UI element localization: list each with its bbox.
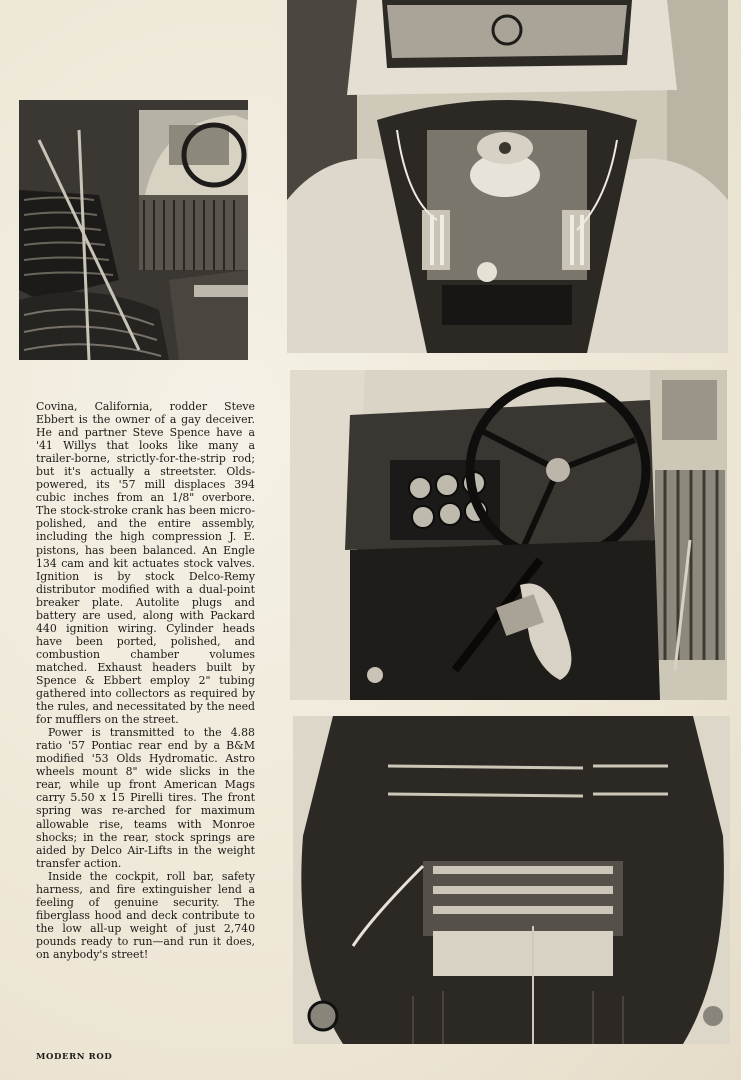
article-paragraph-3: Inside the cockpit, roll bar, safety harness, and fire extinguisher lend a feeling of genuine security. The fiberglass hood and deck contribute to the low all-up weight of just 2,740 pounds ready to run—and run it does, on anybody's street! [36, 869, 255, 961]
magazine-footer: MODERN ROD [36, 1052, 113, 1062]
article-paragraph-2: Power is transmitted to the 4.88 ratio '57 Pontiac rear end by a B&M modified '53 Olds Hydromatic. Astro wheels mount 8" wide slicks in the rear, while up front American Mags carry 5.50 x 15 Pirelli tires. The front spring was re-arched for maximum allowable rise, teams with Monroe shocks; in the rear, stock springs are aided by Delco Air-Lifts in the weight transfer action. [36, 726, 255, 870]
dashboard-photo [290, 370, 727, 700]
trunk-photo [293, 716, 730, 1044]
article-body [36, 400, 255, 961]
engine-bay-photo [287, 0, 728, 353]
seats-photo [19, 100, 248, 360]
article-paragraph-1: Covina, California, rodder Steve Ebbert is the owner of a gay deceiver. He and partner Steve Spence have a '41 Willys that looks like many a trailer-borne, strictly-for-the-strip rod; but it's actually a streetster. Olds-powered, its '57 mill displaces 394 cubic inches from an 1/8" overbore. The stock-stroke crank has been micro-polished, and the entire assembly, including the high compression J. E. pistons, has been balanced. An Engle 134 cam and kit actuates stock valves. Ignition is by stock Delco-Remy distributor modified with a dual-point breaker plate. Autolite plugs and battery are used, along with Packard 440 ignition wiring. Cylinder heads have been ported, polished, and combustion chamber volumes matched. Exhaust headers built by Spence & Ebbert employ 2" tubing gathered into collectors as required by the rules, and necessitated by the need for mufflers on the street. [36, 400, 255, 727]
